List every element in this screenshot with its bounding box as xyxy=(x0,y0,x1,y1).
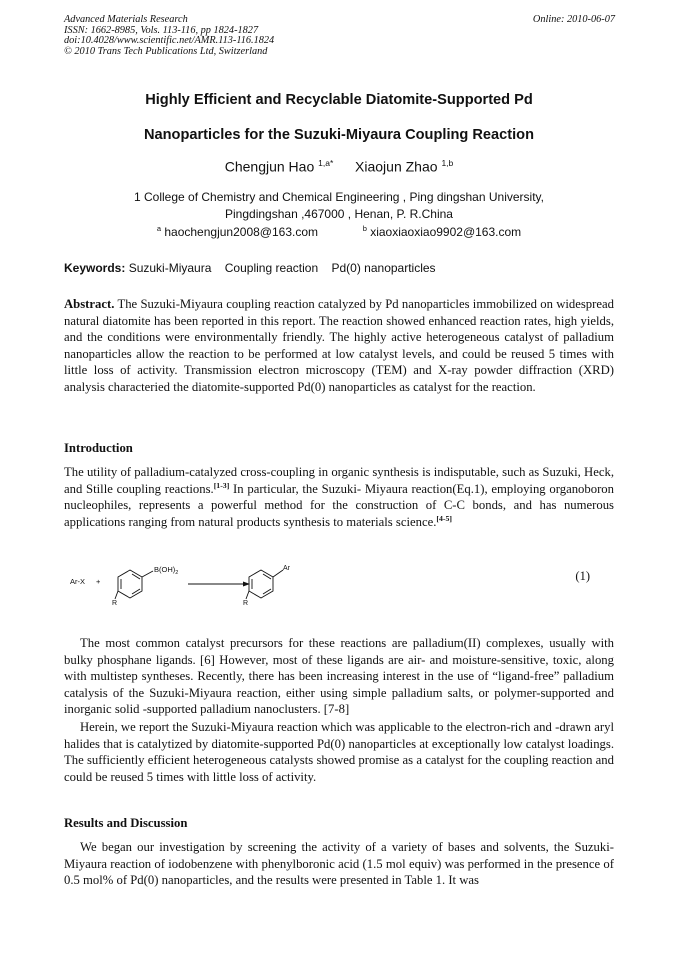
substituent-r-2: R xyxy=(243,600,249,607)
author-2-affil: 1,b xyxy=(441,158,454,168)
copyright-line: © 2010 Trans Tech Publications Ltd, Switzerland xyxy=(64,45,268,57)
product-ring xyxy=(246,570,283,599)
paper-title-line-2: Nanoparticles for the Suzuki-Miyaura Coupling Reaction xyxy=(143,127,535,143)
equation-number: (1) xyxy=(575,569,590,583)
introduction-heading: Introduction xyxy=(64,441,133,455)
email-b-mark: b xyxy=(362,224,367,233)
online-date: Online: 2010-06-07 xyxy=(532,14,615,25)
paper-title-line-1: Highly Efficient and Recyclable Diatomite-Supported Pd xyxy=(145,92,533,108)
intro-p1-text-a: The utility of palladium-catalyzed cross-coupling in organic synthesis is indisputable, such as Suzuki, Heck, and Stille coupling reactions. xyxy=(64,465,614,496)
product-aryl-label: Ar xyxy=(283,565,290,572)
results-heading: Results and Discussion xyxy=(64,816,188,830)
reaction-arrow xyxy=(188,582,250,587)
boron-group-label: $B(OH)_2$ xyxy=(154,565,179,576)
plus-sign: + xyxy=(96,577,101,586)
keywords xyxy=(64,261,436,275)
intro-paragraph-3: Herein, we report the Suzuki-Miyaura reaction which was applicable to the electron-rich and -drawn aryl halides that is catalytized by diatomite-supported Pd(0) nanoparticles at exceptionally low catalyst loadings. The sufficiently efficient heterogeneous catalysts showed promise as a catalyst for the coupling reaction and could be reused 5 times with little loss of activity. xyxy=(64,720,614,784)
journal-name: Advanced Materials Research xyxy=(64,14,188,25)
author-2: Xiaojun Zhao xyxy=(355,158,438,175)
author-1-affil: 1,a* xyxy=(318,158,334,168)
emails xyxy=(40,224,638,239)
keywords-label: Keywords: xyxy=(64,261,126,275)
issn-line: ISSN: 1662-8985, Vols. 113-116, pp 1824-1827 xyxy=(64,24,259,36)
authors xyxy=(40,158,638,175)
intro-paragraph-1 xyxy=(64,464,614,530)
citation-4-5: [4-5] xyxy=(436,513,453,523)
reactant-label: Ar-X xyxy=(70,577,85,586)
abstract-label: Abstract. xyxy=(64,297,115,311)
doi-line: doi:10.4028/www.scientific.net/AMR.113-116.1824 xyxy=(64,35,275,47)
email-b: xiaoxiaoxiao9902@163.com xyxy=(370,225,522,239)
email-a: haochengjun2008@163.com xyxy=(164,225,318,239)
abstract xyxy=(64,296,614,396)
journal-header xyxy=(64,15,484,57)
affiliation-line-1: 1 College of Chemistry and Chemical Engineering , Ping dingshan University, xyxy=(134,190,544,204)
intro-p1-text-b: In particular, the Suzuki- Miyaura reaction(Eq.1), employing organoboron nucleophiles, represents a powerful method for the construction of C-C bonds, and has numerous applications ranging from natural products synthesis to materials science. xyxy=(64,481,614,529)
reaction-scheme xyxy=(64,556,614,616)
results-paragraph-1: We began our investigation by screening the activity of a variety of bases and solvents, the Suzuki-Miyaura reaction of iodobenzene with phenylboronic acid (1.5 mol equiv) was performed in the presence of 0.5 mol% of Pd(0) nanoparticles, and the results were presented in Table 1. It was xyxy=(64,840,614,888)
substituent-r-1: R xyxy=(112,600,118,607)
citation-1-3: [1-3] xyxy=(213,480,230,490)
intro-paragraph-2: The most common catalyst precursors for these reactions are palladium(II) complexes, usually with bulky phosphane ligands. [6] However, most of these ligands are air- and moisture-sensitive, toxic, along with multistep syntheses. Recently, there has been increasing interest in the use of “ligand-free” palladium catalysis of the Suzuki-Miyaura reaction, either using simple palladium salts, or polymer-supported and inorganic solid -supported palladium nanoclusters. [7-8] xyxy=(64,636,614,717)
keyword-1: Suzuki-Miyaura xyxy=(128,261,212,275)
author-1: Chengjun Hao xyxy=(224,158,315,175)
boronic-acid-ring xyxy=(115,570,153,599)
abstract-text: The Suzuki-Miyaura coupling reaction catalyzed by Pd nanoparticles immobilized on widespread natural diatomite has been reported in this report. The reaction showed enhanced reaction rates, high yields, and the conditions were environmentally friendly. The highly active heterogeneous catalyst of palladium nanoparticles allow the reaction to be performed at low catalyst levels, and could be reused 5 times with little loss of activity. Transmission electron microscopy (TEM) and X-ray powder diffraction (XRD) analysis characteried the diatomite-supported Pd(0) nanoparticles as catalyst for the reaction. xyxy=(64,297,614,394)
keyword-2: Coupling reaction xyxy=(224,261,319,275)
keyword-3: Pd(0) nanoparticles xyxy=(331,261,436,275)
affiliation-line-2: Pingdingshan ,467000 , Henan, P. R.China xyxy=(225,207,453,221)
email-a-mark: a xyxy=(156,224,162,233)
